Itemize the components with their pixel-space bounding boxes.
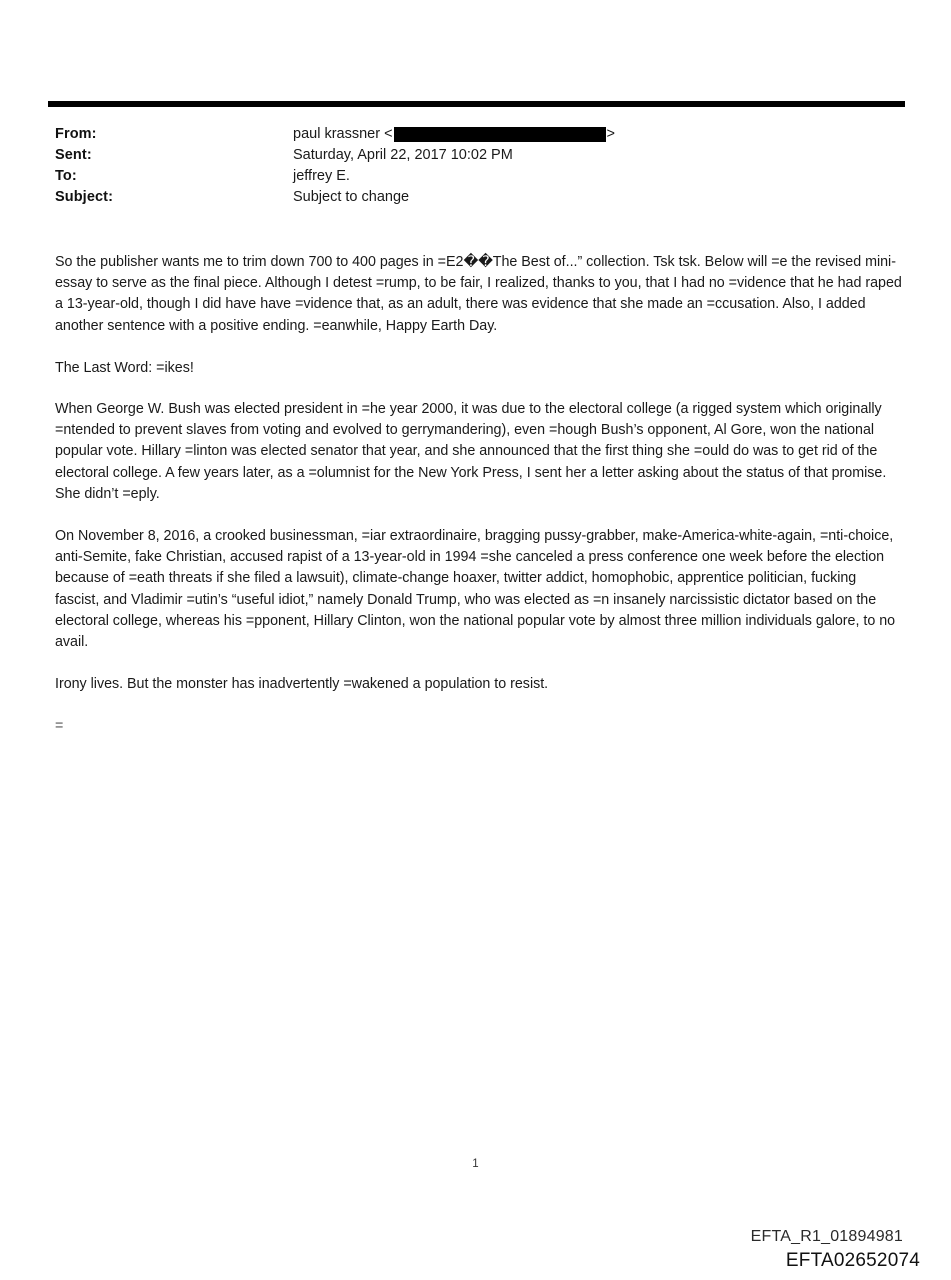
sent-value: Saturday, April 22, 2017 10:02 PM	[293, 147, 513, 163]
email-header-row-subject	[55, 187, 905, 208]
sent-label: Sent:	[55, 147, 92, 163]
email-header-row-sent	[55, 145, 905, 166]
body-paragraph-5: Irony lives. But the monster has inadvertently =wakened a population to resist.	[55, 676, 549, 693]
from-label: From:	[55, 126, 97, 142]
from-value	[293, 124, 615, 145]
email-header-row-to	[55, 166, 905, 187]
from-sender-name: paul krassner <	[293, 126, 393, 142]
from-value-suffix: >	[606, 126, 616, 142]
body-paragraph-3: When George W. Bush was elected president in =he year 2000, it was due to the electoral college (a rigged system which originally =ntended to prevent slaves from voting and evolved to gerrymandering), even =hough Bush’s opponent, Al Gore, won the national popular vote. Hillary =linton was elected senator that year, and she announced that the first thing she =ould do was to get rid of the electoral college. A few years later, as a =olumnist for the New York Press, I sent her a letter asking about the status of that promise. She didn’t =eply.	[55, 401, 887, 502]
to-value: jeffrey E.	[293, 168, 350, 184]
subject-label: Subject:	[55, 189, 113, 205]
subject-value: Subject to change	[293, 189, 410, 205]
email-header-row-from	[55, 124, 905, 145]
redaction-bar	[394, 127, 606, 142]
bates-number-secondary: EFTA02652074	[785, 1250, 920, 1271]
header-rule-divider	[48, 101, 905, 107]
to-label: To:	[55, 168, 77, 184]
bates-number-primary: EFTA_R1_01894981	[750, 1228, 903, 1245]
email-header-block	[55, 124, 905, 208]
body-paragraph-6-stray-equals: =	[55, 718, 64, 735]
body-paragraph-4: On November 8, 2016, a crooked businessman, =iar extraordinaire, bragging pussy-grabber, make-America-white-again, =nti-choice, anti-Semite, fake Christian, accused rapist of a 13-year-old in 1994 =she canceled a press conference one week before the election because of =eath threats if she filed a lawsuit), climate-change hoaxer, twitter addict, homophobic, apprentice politician, fucking fascist, and Vladimir =utin’s “useful idiot,” namely Donald Trump, who was elected as =n insanely narcissistic dictator based on the electoral college, whereas his =pponent, Hillary Clinton, won the national popular vote by almost three million individuals galore, to no avail.	[55, 528, 896, 651]
page-number: 1	[472, 1158, 479, 1170]
body-paragraph-2: The Last Word: =ikes!	[55, 359, 194, 376]
body-paragraph-1: So the publisher wants me to trim down 700 to 400 pages in =E2��The Best of...” collection. Tsk tsk. Below will =e the revised mini-essay to serve as the final piece. Although I detest =rump, to be fair, I realized, thanks to you, that I had no =vidence that he had raped a 13-year-old, though I did have have =vidence that, as an adult, there was evidence that she made an =ccusation. Also, I added another sentence with a positive ending. =eanwhile, Happy Earth Day.	[55, 254, 902, 334]
email-body	[55, 252, 903, 738]
